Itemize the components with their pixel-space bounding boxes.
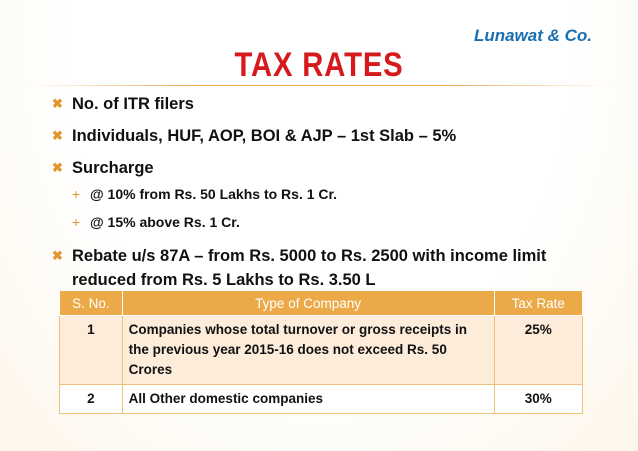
bullet-text: No. of ITR filers (72, 95, 194, 113)
cross-icon: ✖ (52, 96, 63, 111)
cell-type: All Other domestic companies (122, 385, 494, 414)
bullet-item (52, 92, 612, 116)
title-divider (28, 85, 610, 86)
bullet-list (52, 92, 612, 300)
cell-rate: 30% (494, 385, 583, 414)
bullet-item (52, 156, 612, 180)
company-tax-table (59, 290, 583, 414)
header-type-of-company: Type of Company (122, 291, 494, 316)
sub-bullet-text: @ 10% from Rs. 50 Lakhs to Rs. 1 Cr. (90, 186, 338, 202)
bullet-text: Individuals, HUF, AOP, BOI & AJP – 1st Slab – 5% (72, 127, 457, 145)
bullet-item (52, 124, 612, 148)
bullet-text: Surcharge (72, 159, 154, 177)
cell-sno: 1 (60, 316, 123, 385)
plus-icon: + (72, 186, 81, 202)
table-row (60, 385, 583, 414)
cell-sno: 2 (60, 385, 123, 414)
cross-icon: ✖ (52, 248, 63, 263)
cell-type: Companies whose total turnover or gross receipts in the previous year 2015-16 does not exceed Rs. 50 Crores (122, 316, 494, 385)
cell-rate: 25% (494, 316, 583, 385)
sub-bullet-item (52, 184, 612, 204)
header-sno: S. No. (60, 291, 123, 316)
bullet-text: Rebate u/s 87A – from Rs. 5000 to Rs. 2500 with income limit reduced from Rs. 5 Lakhs to Rs. 3.50 L (72, 247, 547, 289)
brand-name: Lunawat & Co. (473, 26, 592, 45)
cross-icon: ✖ (52, 160, 63, 175)
sub-bullet-text: @ 15% above Rs. 1 Cr. (90, 214, 240, 230)
sub-bullet-item (52, 212, 612, 232)
cross-icon: ✖ (52, 128, 63, 143)
table-header-row (60, 291, 583, 316)
plus-icon: + (72, 214, 81, 230)
slide-title: TAX RATES (234, 46, 404, 84)
header-tax-rate: Tax Rate (494, 291, 583, 316)
bullet-item (52, 244, 612, 292)
table-row (60, 316, 583, 385)
